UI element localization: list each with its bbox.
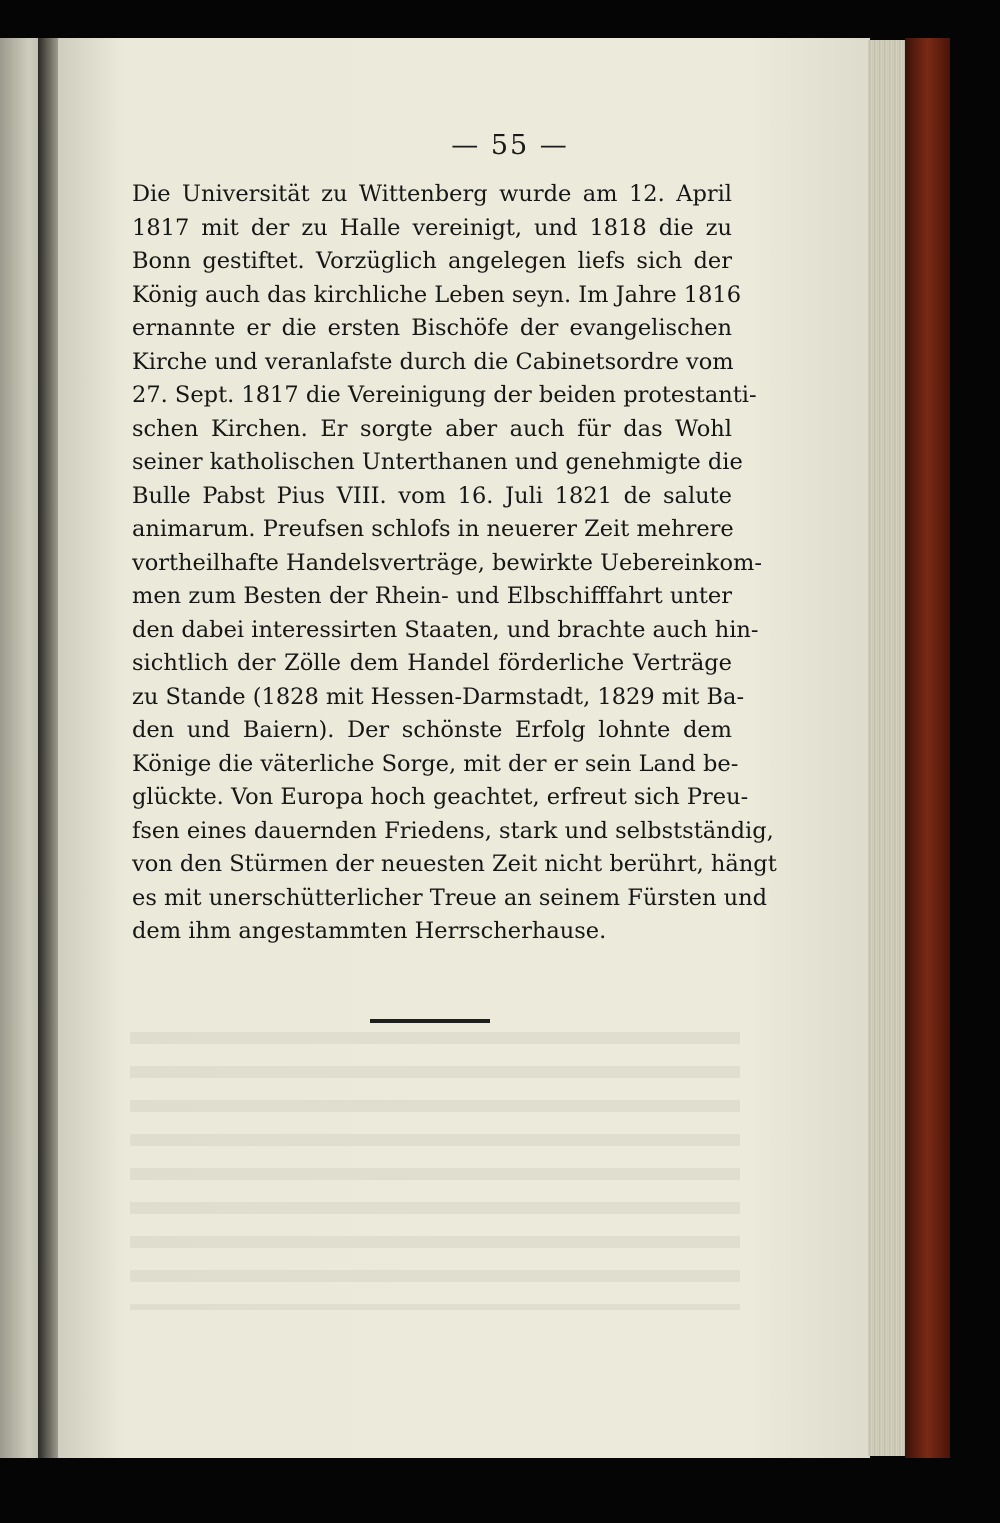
bleed-through-text xyxy=(130,1010,740,1310)
text-line: dem ihm angestammten Herrscherhause. xyxy=(132,918,607,944)
text-line: animarum. Preufsen schlofs in neuerer Zeit mehrere xyxy=(132,516,734,542)
book-gutter xyxy=(38,38,60,1458)
page-number: — 55 — xyxy=(451,130,569,161)
text-line: es mit unerschütterlicher Treue an seinem Fürsten und xyxy=(132,884,768,911)
text-line: seiner katholischen Unterthanen und genehmigte die xyxy=(132,449,743,475)
section-rule xyxy=(370,1019,490,1023)
text-line: ernannte er die ersten Bischöfe der evangelischen xyxy=(132,315,732,341)
text-line: men zum Besten der Rhein- und Elbschifffahrt unter xyxy=(132,583,732,609)
text-line: zu Stande (1828 mit Hessen-Darmstadt, 1829 mit Ba- xyxy=(132,683,745,710)
text-line: sichtlich der Zölle dem Handel förderliche Verträge xyxy=(132,650,732,676)
text-line: 1817 mit der zu Halle vereinigt, und 1818 die zu xyxy=(132,214,732,241)
text-line: glückte. Von Europa hoch geachtet, erfreut sich Preu- xyxy=(132,784,749,810)
body-paragraph xyxy=(132,178,777,949)
text-line: schen Kirchen. Er sorgte aber auch für das Wohl xyxy=(132,415,732,442)
text-line: Bulle Pabst Pius VIII. vom 16. Juli 1821 de salute xyxy=(132,482,732,509)
page-block-edge xyxy=(868,40,910,1456)
text-line: von den Stürmen der neuesten Zeit nicht berührt, hängt xyxy=(132,851,777,877)
text-line: Die Universität zu Wittenberg wurde am 12. April xyxy=(132,181,732,207)
text-line: König auch das kirchliche Leben seyn. Im Jahre 1816 xyxy=(132,281,742,308)
text-line: den und Baiern). Der schönste Erfolg lohnte dem xyxy=(132,717,732,743)
text-line: Bonn gestiftet. Vorzüglich angelegen liefs sich der xyxy=(132,248,732,274)
text-line: vortheilhafte Handelsverträge, bewirkte Uebereinkom- xyxy=(132,549,762,576)
text-line: Könige die väterliche Sorge, mit der er sein Land be- xyxy=(132,750,739,777)
text-line: Kirche und veranlafste durch die Cabinetsordre vom xyxy=(132,348,734,375)
text-line: fsen eines dauernden Friedens, stark und selbstständig, xyxy=(132,817,774,844)
text-line: den dabei interessirten Staaten, und brachte auch hin- xyxy=(132,616,759,643)
book-cover-edge xyxy=(905,38,950,1458)
text-line: 27. Sept. 1817 die Vereinigung der beiden protestanti- xyxy=(132,382,757,408)
